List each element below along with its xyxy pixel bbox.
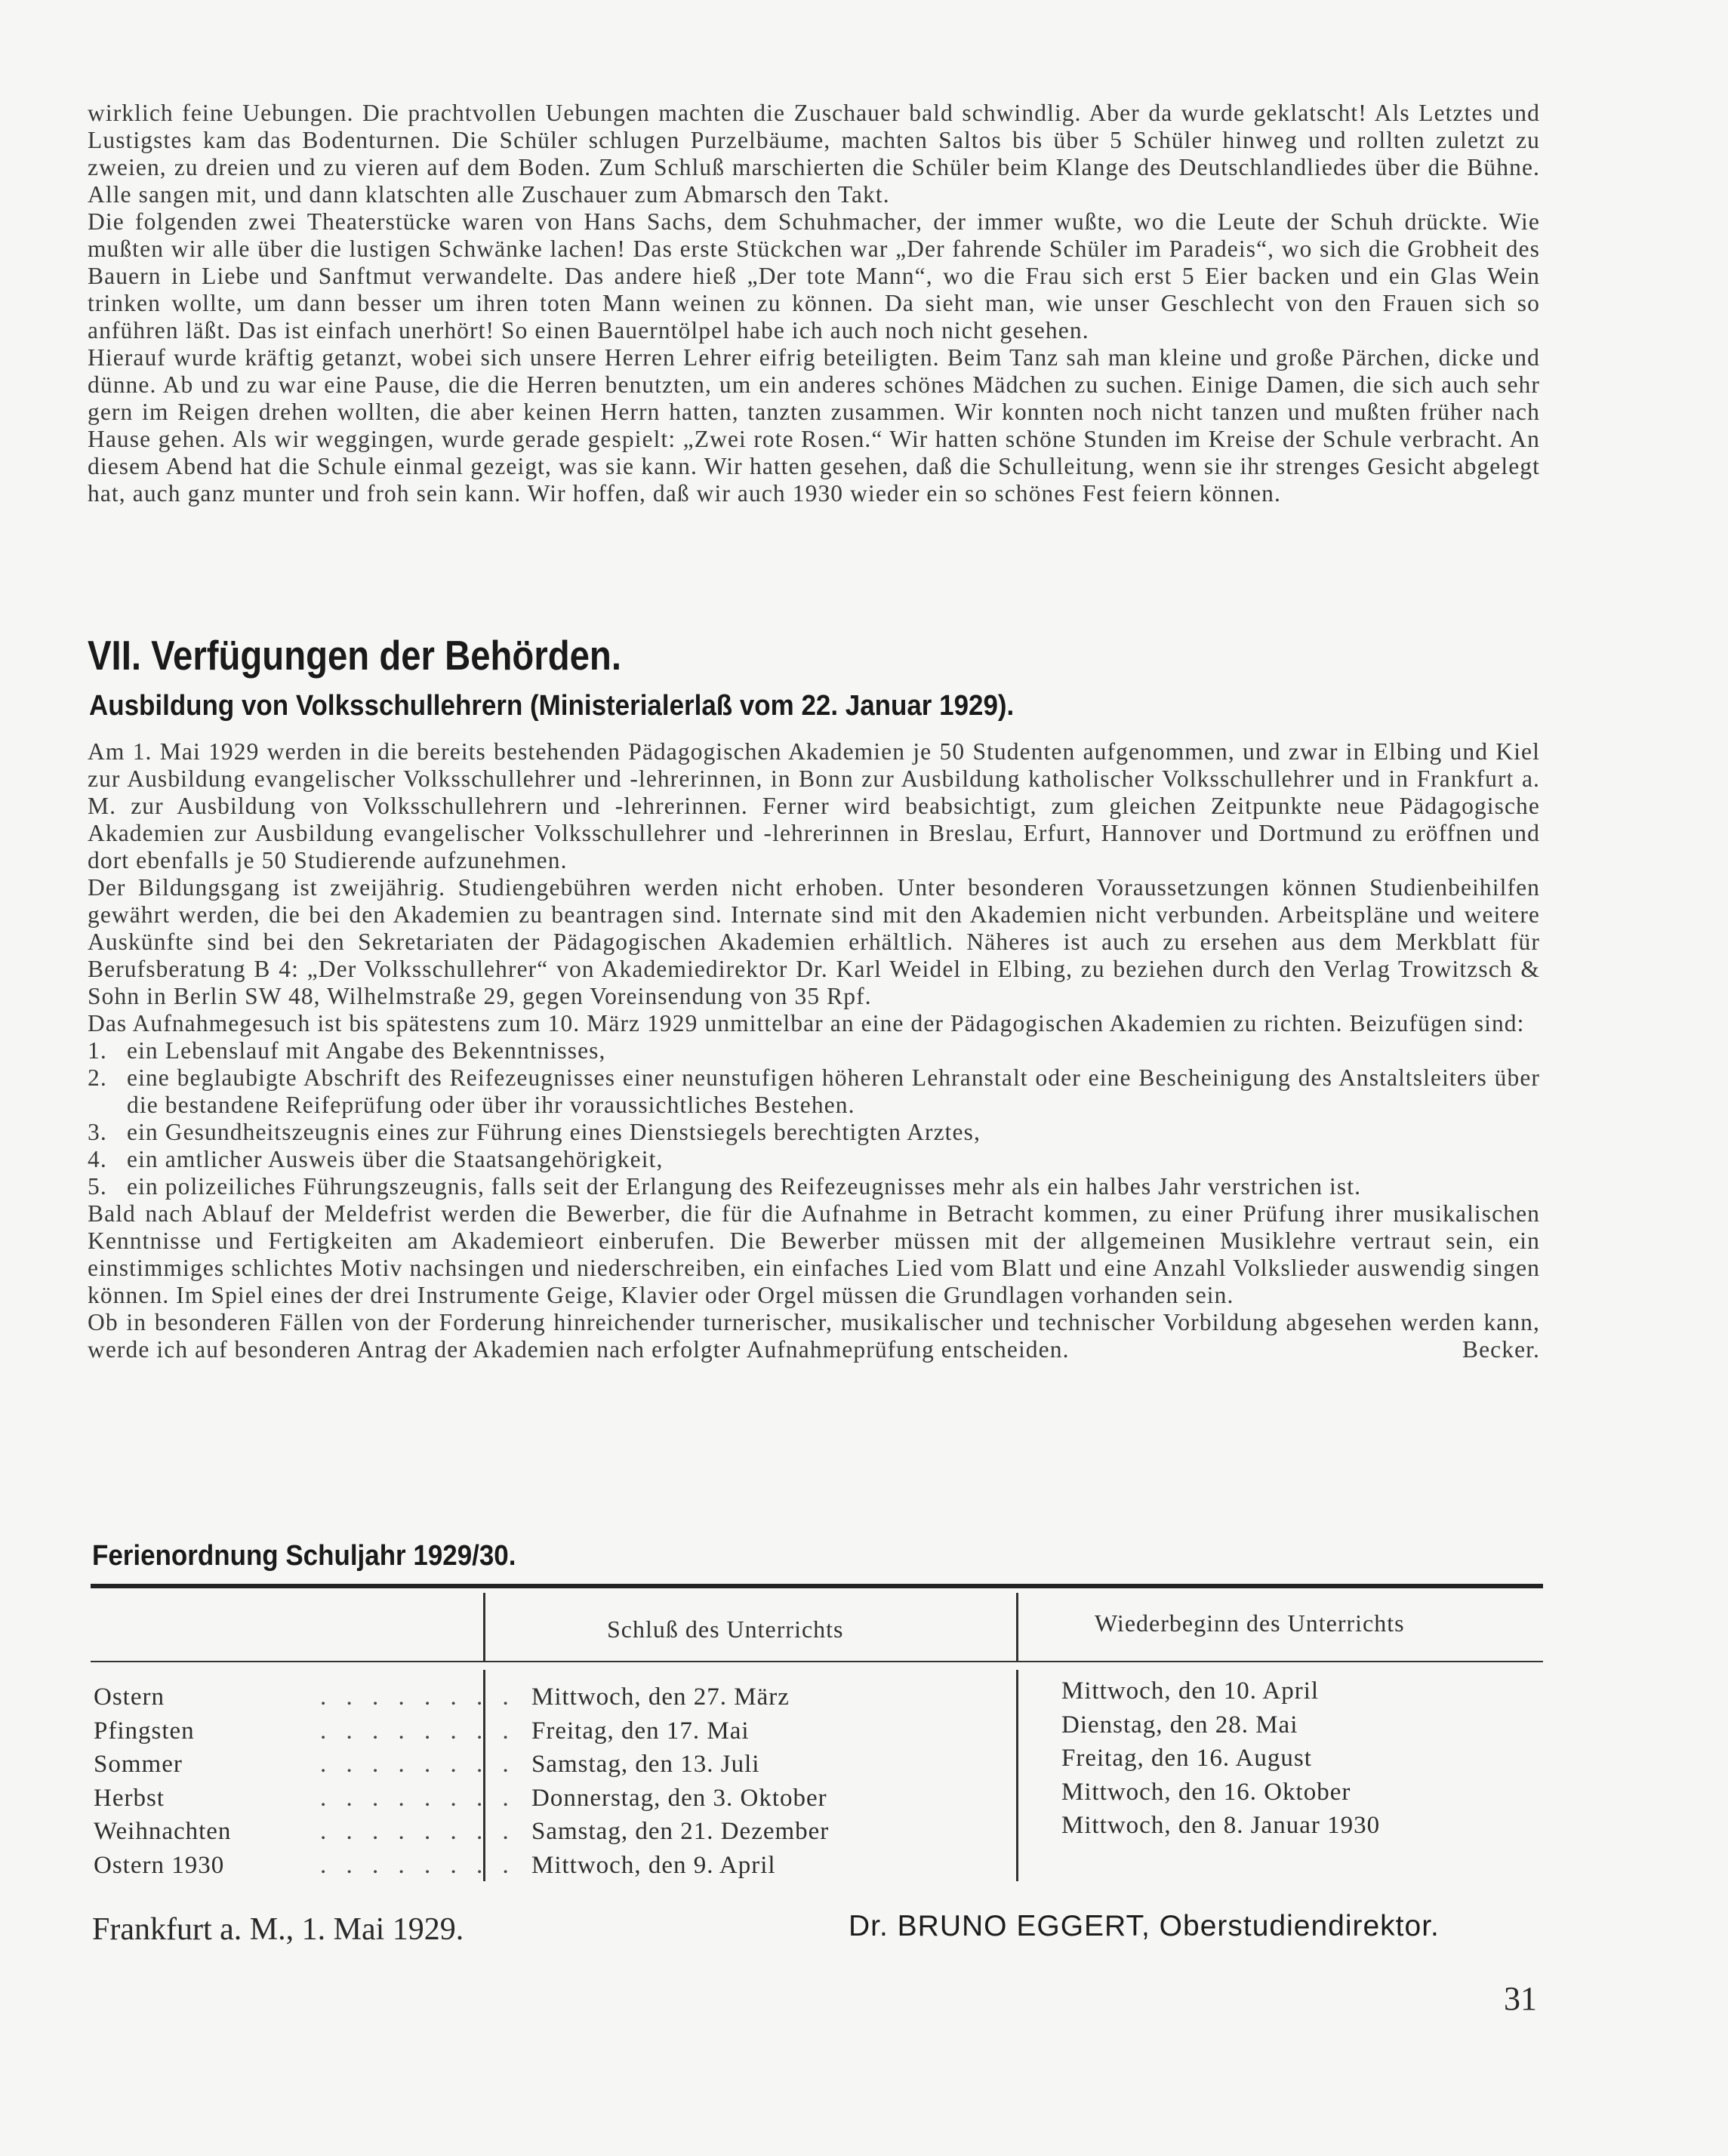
list-item [88,1146,1540,1173]
decree-final-paragraph [88,1309,1540,1363]
table-header-rule [91,1661,1543,1662]
list-item [88,1119,1540,1146]
dot-leader: . . . . . . . . [320,1751,516,1778]
table-end-column [531,1680,829,1882]
table-start-column [1061,1674,1380,1843]
table-header-end: Schluß des Unterrichts [607,1615,844,1643]
intro-paragraph: wirklich feine Uebungen. Die prachtvollen Uebungen machten die Zuschauer bald schwindlig. Aber da wurde geklatscht! Als Letztes und Lustigstes kam das Bodenturnen. Die Schüler schlugen Purzelbäume, machten Saltos bis über 5 Schüler hinweg und rollten zuletzt zu zweien, zu dreien und zu vieren auf dem Boden. Zum Schluß marschierten die Schüler beim Klange des Deutschlandliedes über die Bühne. Alle sangen mit, und dann klatschten alle Zuschauer zum Abmarsch den Takt. [88,100,1540,208]
table-row-label: Weihnachten . . . . . . . . [94,1815,471,1849]
table-row-label: Ostern 1930 . . . . . . . . [94,1849,471,1883]
table-cell-start: Dienstag, den 28. Mai [1061,1711,1298,1739]
table-header-start: Wiederbeginn des Unterrichts [1095,1609,1405,1637]
list-item-number: 5. [88,1173,107,1200]
list-item-text: eine beglaubigte Abschrift des Reifezeugnisses einer neunstufigen höheren Lehranstalt oder eine Bescheinigung des Anstaltsleiters über die bestandene Reifeprüfung oder über ihr voraussichtliches Bestehen. [127,1064,1540,1118]
list-item [88,1064,1540,1119]
table-row-label: Herbst . . . . . . . . [94,1782,471,1816]
list-item [88,1037,1540,1064]
dot-leader: . . . . . . . . [320,1851,516,1879]
table-cell-end: Samstag, den 21. Dezember [531,1818,830,1845]
table-cell-end: Freitag, den 17. Mai [531,1717,750,1745]
table-row-label: Ostern . . . . . . . . [94,1680,471,1714]
table-cell-start: Freitag, den 16. August [1061,1745,1312,1772]
list-item [88,1173,1540,1200]
decree-paragraph: Bald nach Ablauf der Meldefrist werden die Bewerber, die für die Aufnahme in Betracht kommen, zu einer Prüfung ihrer musikalischen Kenntnisse und Fertigkeiten am Akademieort einberufen. Die Bewerber müssen mit der allgemeinen Musiklehre vertraut sein, ein einstimmiges schlichtes Motiv nachsingen und niederschreiben, ein einfaches Lied vom Blatt und eine Anzahl Volkslieder auswendig singen können. Im Spiel eines der drei Instrumente Geige, Klavier oder Orgel müssen die Grundlagen vorhanden sein. [88,1200,1540,1308]
table-column-divider [1016,1593,1018,1661]
section-subtitle: Ausbildung von Volksschullehrern (Ministerialerlaß vom 22. Januar 1929). [89,690,1015,722]
dot-leader: . . . . . . . . [320,1784,516,1812]
page-number: 31 [1504,1980,1537,2017]
intro-text [88,100,1540,507]
final-paragraph-text: Ob in besonderen Fällen von der Forderung hinreichender turnerischer, musikalischer und technischer Vorbildung abgesehen werden kann, werde ich auf besonderen Antrag der Akademien nach erfolgter Aufnahmeprüfung entscheiden. [88,1309,1540,1363]
table-row-label: Sommer . . . . . . . . [94,1748,471,1782]
list-item-text: ein polizeiliches Führungszeugnis, falls seit der Erlangung des Reifezeugnisses mehr als ein halbes Jahr verstrichen ist. [127,1173,1362,1200]
decree-signature: Becker. [1462,1336,1540,1363]
requirements-list [88,1037,1540,1200]
decree-paragraph: Das Aufnahmegesuch ist bis spätestens zum 10. März 1929 unmittelbar an eine der Pädagogischen Akademien zu richten. Beizufügen sind: [88,1010,1525,1036]
decree-text [88,738,1540,1363]
table-cell-end: Samstag, den 13. Juli [531,1751,760,1778]
list-item-text: ein Gesundheitszeugnis eines zur Führung eines Dienstsiegels berechtigten Arztes, [127,1119,981,1145]
list-item-number: 4. [88,1146,107,1172]
table-column-divider [1016,1670,1018,1881]
place-date: Frankfurt a. M., 1. Mai 1929. [92,1912,464,1947]
dot-leader: . . . . . . . . [320,1683,516,1711]
table-cell-start: Mittwoch, den 8. Januar 1930 [1061,1812,1381,1839]
table-top-rule [91,1584,1543,1588]
table-cell-start: Mittwoch, den 16. Oktober [1061,1778,1351,1806]
table-column-divider [483,1593,485,1661]
dot-leader: . . . . . . . . [320,1717,516,1745]
table-labels-column [94,1680,516,1882]
section-title: VII. Verfügungen der Behörden. [88,632,621,679]
list-item-number: 3. [88,1119,107,1145]
decree-paragraph: Der Bildungsgang ist zweijährig. Studiengebühren werden nicht erhoben. Unter besonderen Voraussetzungen können Studienbeihilfen gewährt werden, die bei den Akademien zu beantragen sind. Internate sind mit den Akademien nicht verbunden. Arbeitspläne und weitere Auskünfte sind bei den Sekretariaten der Pädagogischen Akademien erhältlich. Näheres ist auch zu ersehen aus dem Merkblatt für Berufsberatung B 4: „Der Volksschullehrer“ von Akademiedirektor Dr. Karl Weidel in Elbing, zu beziehen durch den Verlag Trowitzsch & Sohn in Berlin SW 48, Wilhelmstraße 29, gegen Voreinsendung von 35 Rpf. [88,874,1540,1009]
table-cell-end: Donnerstag, den 3. Oktober [531,1784,827,1812]
table-cell-end: Mittwoch, den 9. April [531,1851,776,1879]
list-item-text: ein amtlicher Ausweis über die Staatsangehörigkeit, [127,1146,664,1172]
director-signature: Dr. BRUNO EGGERT, Oberstudiendirektor. [849,1910,1440,1942]
list-item-number: 1. [88,1037,107,1064]
list-item-number: 2. [88,1064,107,1091]
table-cell-start: Mittwoch, den 10. April [1061,1677,1320,1705]
table-row-label: Pfingsten . . . . . . . . [94,1714,471,1748]
intro-paragraph: Hierauf wurde kräftig getanzt, wobei sich unsere Herren Lehrer eifrig beteiligten. Beim Tanz sah man kleine und große Pärchen, dicke und dünne. Ab und zu war eine Pause, die die Herren benutzten, um ein anderes schönes Mädchen zu suchen. Einige Damen, die sich auch sehr gern im Reigen drehen wollten, die aber keinen Herrn hatten, tanzten zusammen. Wir konnten noch nicht tanzen und mußten früher nach Hause gehen. Als wir weggingen, wurde gerade gespielt: „Zwei rote Rosen.“ Wir hatten schöne Stunden im Kreise der Schule verbracht. An diesem Abend hat die Schule einmal gezeigt, was sie kann. Wir hatten gesehen, daß die Schulleitung, wenn sie ihr strenges Gesicht abgelegt hat, auch ganz munter und froh sein kann. Wir hoffen, daß wir auch 1930 wieder ein so schönes Fest feiern können. [88,344,1540,507]
ferien-title: Ferienordnung Schuljahr 1929/30. [92,1540,516,1572]
intro-paragraph: Die folgenden zwei Theaterstücke waren von Hans Sachs, dem Schuhmacher, der immer wußte, wo die Leute der Schuh drückte. Wie mußten wir alle über die lustigen Schwänke lachen! Das erste Stückchen war „Der fahrende Schüler im Paradeis“, wo sich die Grobheit des Bauern in Liebe und Sanftmut verwandelte. Das andere hieß „Der tote Mann“, wo die Frau sich erst 5 Eier backen und ein Glas Wein trinken wollte, um dann besser um ihren toten Mann weinen zu können. Da sieht man, wie unser Geschlecht von den Frauen sich so anführen läßt. Das ist einfach unerhört! So einen Bauerntölpel habe ich auch noch nicht gesehen. [88,208,1540,343]
list-item-text: ein Lebenslauf mit Angabe des Bekenntnisses, [127,1037,606,1064]
dot-leader: . . . . . . . . [320,1818,516,1845]
decree-paragraph: Am 1. Mai 1929 werden in die bereits bestehenden Pädagogischen Akademien je 50 Studenten aufgenommen, und zwar in Elbing und Kiel zur Ausbildung evangelischer Volksschullehrer und -lehrerinnen, in Bonn zur Ausbildung katholischer Volksschullehrer und in Frankfurt a. M. zur Ausbildung von Volksschullehrern und -lehrerinnen. Ferner wird beabsichtigt, zum gleichen Zeitpunkte neue Pädagogische Akademien zur Ausbildung evangelischer Volksschullehrer und -lehrerinnen in Breslau, Erfurt, Hannover und Dortmund zu eröffnen und dort ebenfalls je 50 Studierende aufzunehmen. [88,738,1540,873]
table-cell-end: Mittwoch, den 27. März [531,1683,790,1711]
